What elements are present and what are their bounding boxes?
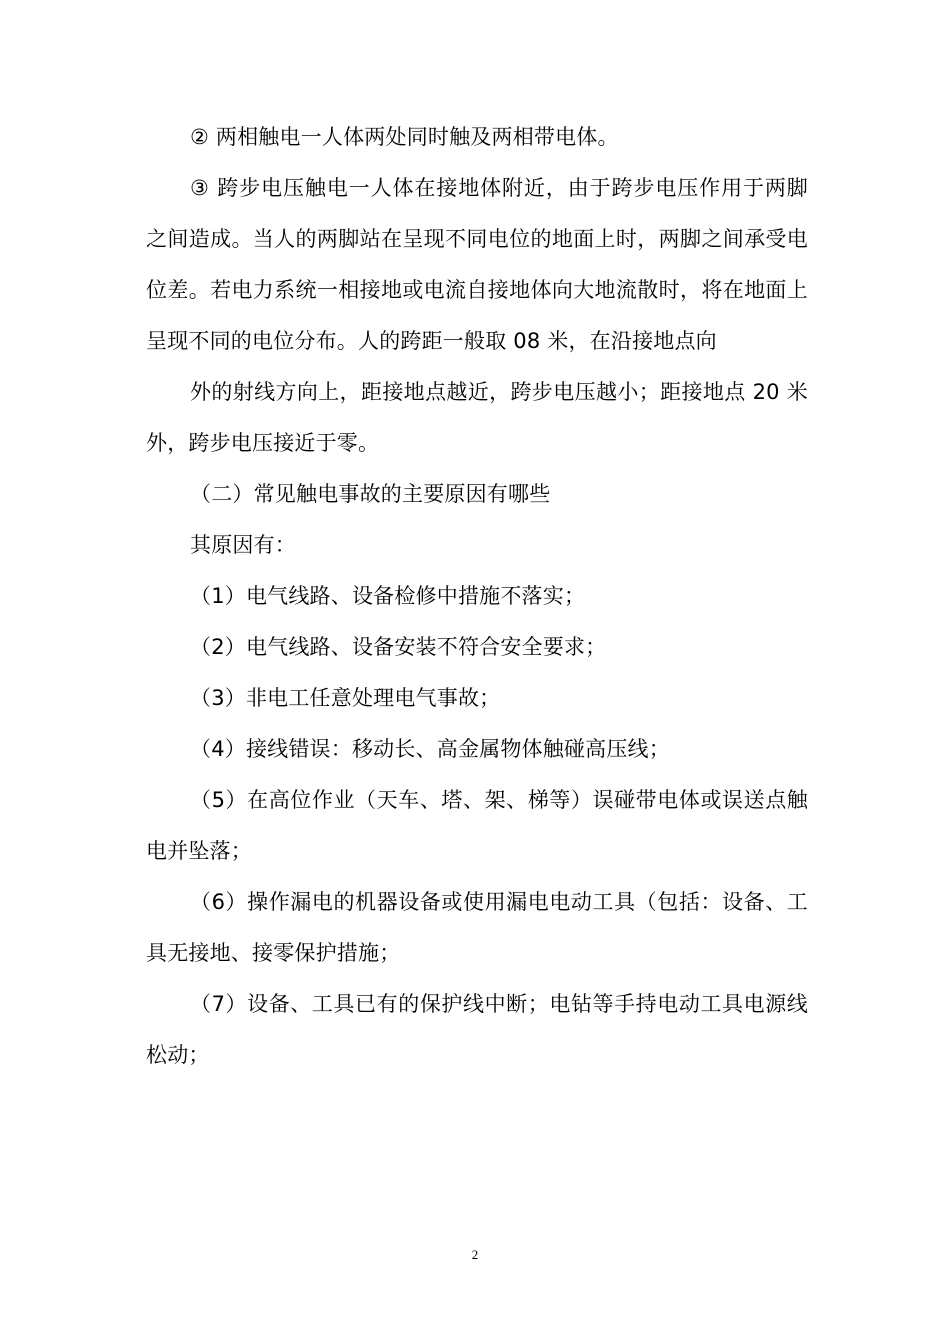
page-number: 2 [471, 1247, 479, 1262]
paragraph-step-voltage-continued: 外的射线方向上，距接地点越近，跨步电压越小；距接地点 20 米外，跨步电压接近于零。 [146, 380, 808, 455]
section-heading-common-causes: （二）常见触电事故的主要原因有哪些 [190, 482, 551, 506]
paragraph-causes-intro: 其原因有： [190, 533, 296, 557]
cause-item-6: （6）操作漏电的机器设备或使用漏电电动工具（包括：设备、工具无接地、接零保护措施； [146, 890, 808, 965]
cause-item-4: （4）接线错误：移动长、高金属物体触碰高压线； [190, 737, 670, 761]
paragraph-step-voltage-shock: ③ 跨步电压触电一人体在接地体附近，由于跨步电压作用于两脚之间造成。当人的两脚站在呈现不同电位的地面上时，两脚之间承受电位差。若电力系统一相接地或电流自接地体向大地流散时，将在地面上呈现不同的电位分布。人的跨距一般取 08 米，在沿接地点向 [146, 176, 808, 353]
document-body [146, 112, 808, 1081]
cause-item-2: （2）电气线路、设备安装不符合安全要求； [190, 635, 607, 659]
cause-item-1: （1）电气线路、设备检修中措施不落实； [190, 584, 586, 608]
cause-item-7: （7）设备、工具已有的保护线中断；电钻等手持电动工具电源线松动； [146, 992, 808, 1067]
paragraph-two-phase-shock: ② 两相触电一人体两处同时触及两相带电体。 [190, 125, 619, 149]
cause-item-5: （5）在高位作业（天车、塔、架、梯等）误碰带电体或误送点触电并坠落； [146, 788, 808, 863]
cause-item-3: （3）非电工任意处理电气事故； [190, 686, 501, 710]
